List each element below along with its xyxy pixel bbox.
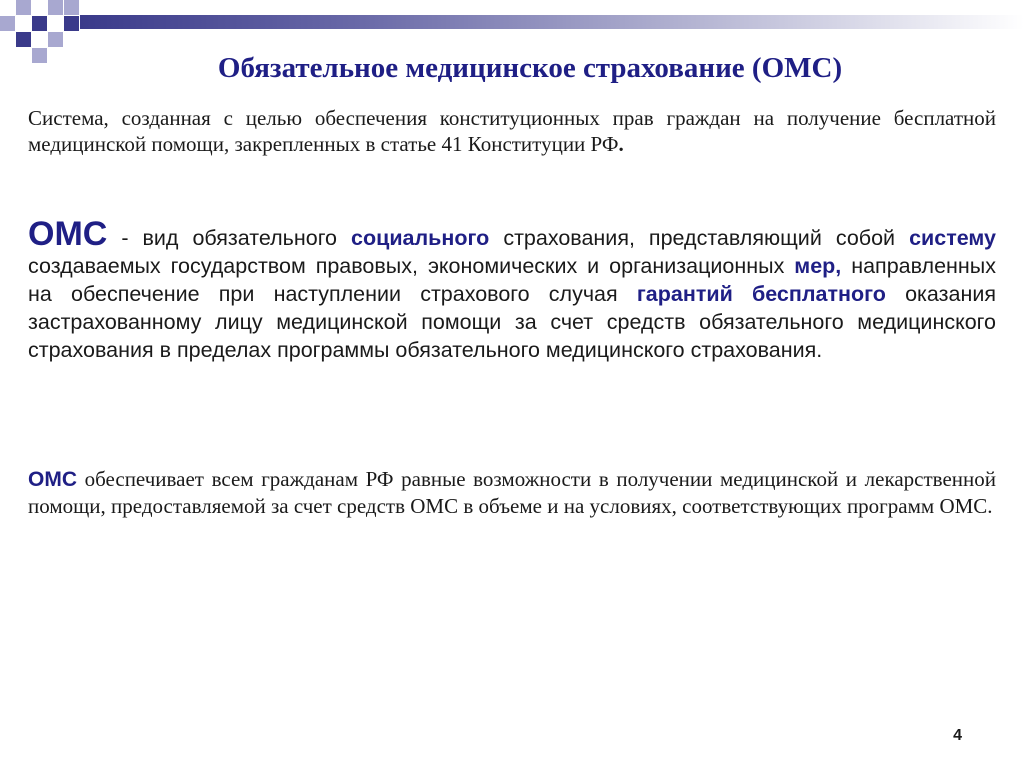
oms-text-1: - вид обязательного: [107, 226, 352, 250]
decor-square: [64, 16, 79, 31]
decor-square: [48, 0, 63, 15]
decor-square: [32, 16, 47, 31]
oms-term: ОМС: [28, 215, 108, 253]
definition-end: .: [618, 132, 624, 156]
decor-square: [16, 32, 31, 47]
decor-square: [48, 32, 63, 47]
decor-square: [64, 0, 79, 15]
oms-definition-paragraph: [28, 215, 996, 364]
oms-text-4: направленных на обеспечение при наступлении страхового случая: [28, 254, 996, 306]
decor-square: [16, 0, 31, 15]
provision-text: обеспечивает всем гражданам РФ равные возможности в получении медицинской и лекарственной помощи, предоставляемой за счет средств ОМС в объеме и на условиях, соответствующих программ ОМС.: [28, 467, 996, 518]
highlight-system: систему: [909, 226, 996, 250]
oms-text-2: страхования, представляющий собой: [489, 226, 910, 250]
provision-paragraph: [28, 466, 996, 519]
definition-paragraph: [28, 105, 996, 157]
slide-title: Обязательное медицинское страхование (ОМС): [217, 52, 843, 84]
oms-text-3: создаваемых государством правовых, экономических и организационных: [28, 254, 795, 278]
decor-square: [32, 48, 47, 63]
page-number: 4: [953, 727, 962, 744]
highlight-guarantees: гарантий бесплатного: [636, 282, 886, 306]
provision-term: ОМС: [28, 468, 77, 491]
highlight-social: социального: [351, 226, 490, 250]
oms-text-5: оказания застрахованному лицу медицинской помощи за счет средств обязательного медицинского страхования в пределах программы обязательного медицинского страхования.: [28, 282, 996, 362]
definition-text: Система, созданная с целью обеспечения конституционных прав граждан на получение бесплатной медицинской помощи, закрепленных в статье 41 Конституции РФ: [28, 106, 996, 156]
highlight-measures: мер,: [794, 254, 842, 278]
decor-square: [0, 16, 15, 31]
header-gradient-bar: [80, 15, 1024, 29]
